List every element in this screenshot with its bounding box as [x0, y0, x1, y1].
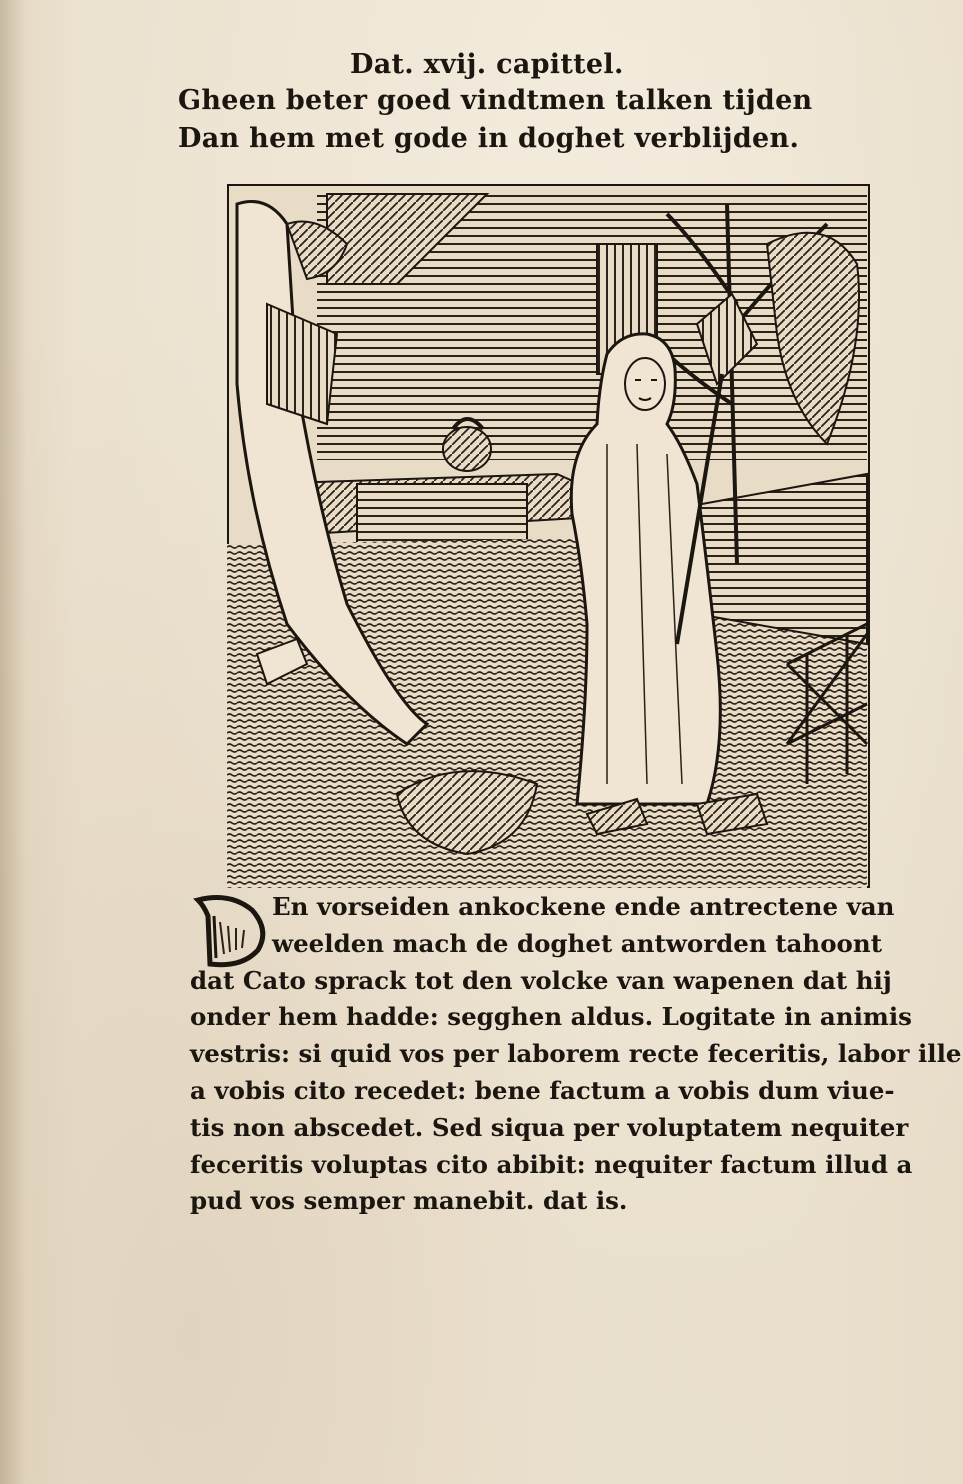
body-line: dat Cato sprack tot den volcke van wapenen dat hij: [190, 965, 892, 995]
verse-line-2: Dan hem met gode in doghet verblijden.: [178, 123, 800, 154]
chapter-header: [178, 48, 813, 158]
body-line: a vobis cito recedet: bene factum a vobis dum viue-: [190, 1075, 895, 1105]
chapter-title: Dat. xvij. capittel.: [350, 49, 624, 80]
woodcut-illustration: [227, 184, 870, 888]
body-line: feceritis voluptas cito abibit: nequiter factum illud a: [190, 1149, 913, 1179]
body-line: weelden mach de doghet antworden tahoont: [272, 928, 883, 958]
body-line: vestris: si quid vos per laborem recte feceritis, labor ille: [190, 1039, 962, 1069]
body-line: pud vos semper manebit. dat is.: [190, 1186, 628, 1216]
page-gutter-shadow: [0, 0, 26, 1484]
body-paragraph: [190, 889, 962, 1220]
body-line: onder hem hadde: segghen aldus. Logitate in animis: [190, 1002, 912, 1032]
body-line: tis non abscedet. Sed siqua per voluptatem nequiter: [190, 1112, 909, 1142]
body-line: En vorseiden ankockene ende antrectene van: [272, 892, 895, 921]
verse-line-1: Gheen beter goed vindtmen talken tijden: [178, 85, 813, 116]
